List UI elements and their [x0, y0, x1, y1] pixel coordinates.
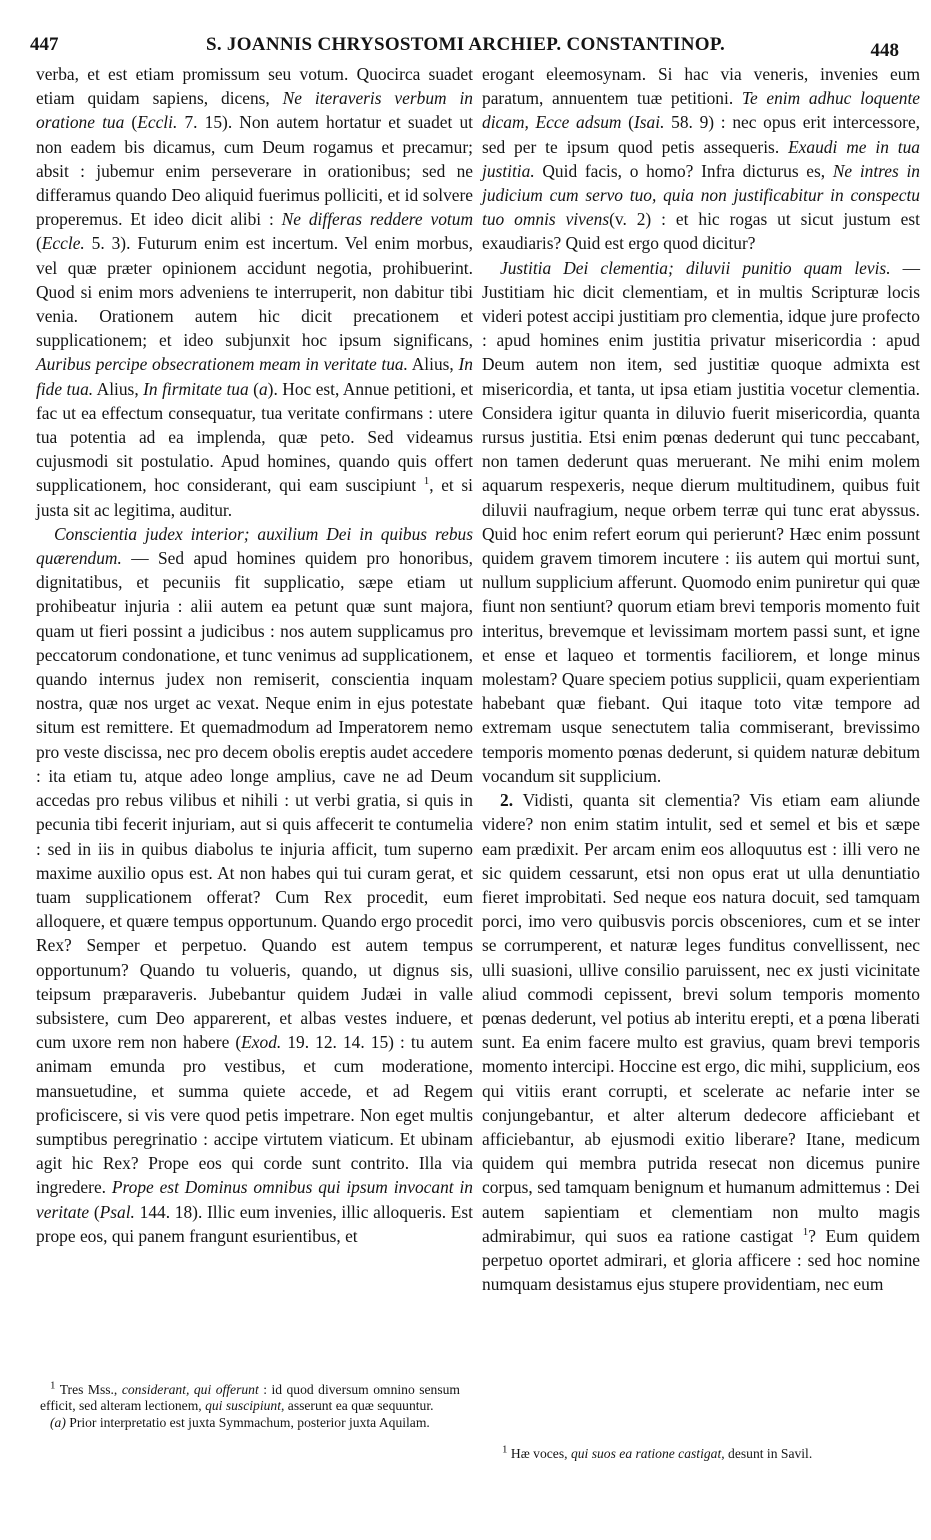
italic-text: Eccle.	[41, 233, 85, 254]
text-run: , desunt in Savil.	[721, 1446, 813, 1461]
italic-text: Ne iteraveris verbum in oratione tua	[36, 88, 473, 133]
text-run: (	[124, 112, 138, 133]
italic-text: Psal.	[99, 1201, 135, 1222]
italic-text: Eccli.	[137, 112, 178, 133]
text-run: erogant eleemosynam. Si hac via veneris, invenies eum paratum, annuentem tuæ petitioni.	[482, 64, 920, 109]
text-run: : id quod diversum omnino sensum efficit, sed alteram lectionem,	[40, 1382, 461, 1414]
text-run: Prior interpretatio est juxta Symmachum, posterior juxta Aquilam.	[65, 1415, 430, 1431]
italic-text: Justitia Dei clementia; diluvii punitio quam levis.	[500, 257, 891, 278]
paragraph	[482, 788, 920, 1296]
italic-text: Exaudi me in tua justitia.	[482, 136, 920, 181]
left-column	[36, 62, 473, 1248]
page-number-left: 447	[30, 34, 59, 55]
running-title: S. JOANNIS CHRYSOSTOMI ARCHIEP. CONSTANTINOP.	[205, 34, 726, 55]
text-run: (	[621, 112, 634, 133]
text-run: (	[248, 378, 259, 399]
text-run: — Justitiam hic dicit clementiam, et in multis Scripturæ locis videri potest accipi justitiam pro clementia, idque jure profecto : apud homines enim justitia privatur misericordia : apud Deum autem non item, sed justitiæ quoque admixta est misericordia, et tanta, ut ipsa etiam justitia vocetur clementia. Considera igitur quanta in diluvio fuerit misericordia, quanta rursus justitia. Etsi enim pœnas dederunt qui tunc peccabant, non tamen dederunt quas meruerant. Ne mihi enim molem aquarum respexeris, neque dierum multitudinem, quibus fuit diluvii naufragium, neque orbem terræ qui tunc erat abyssus. Quid hoc enim refert eorum qui perierunt? Hæc enim possunt quidem gravem timorem incutere : iis autem qui mortui sunt, nullum supplicium afferunt. Quomodo enim puniretur qui quæ fiunt non sentiunt? quorum etiam brevi temporis momento fuit interitus, brevemque et levissimam mortem passi sunt, et igne et ense et laqueo et tormentis faciliorem, et longe minus molestam? Quare speciem potius supplicii, quam experientiam habebant quæ fiebant. Qui itaque toto vitæ tempore ad extremam usque senectutem talia commiserant, brevissimo temporis momento pœnas dederunt, si quidem naturæ debitum vocandum sit supplicium.	[482, 257, 921, 786]
text-run: (v. 2) : et hic rogas ut sicut justum est exaudiaris? Quid est ergo quod dicitur?	[482, 209, 921, 254]
text-run: 5. 3). Futurum enim est incertum. Vel enim morbus, vel quæ præter opinionem accidunt negotia, prohibuerint. Quod si enim mors adveniens te interruperit, non dabitur tibi venia. Orationem autem hic dicit precationem et supplicationem; et ideo subjunxit hoc ipsum significans,	[36, 233, 473, 351]
footnotes-left	[40, 1379, 461, 1433]
text-run: Hæ voces,	[507, 1446, 571, 1461]
text-run: Alius,	[407, 354, 459, 375]
paragraph	[36, 522, 473, 1248]
text-run: verba, et est etiam promissum seu votum. Quocirca suadet etiam quidam sapiens, dicens,	[36, 64, 473, 109]
italic-text: Te enim adhuc loquente dicam, Ecce adsum	[482, 88, 920, 133]
text-run: 2.	[500, 790, 523, 811]
footnote	[492, 1443, 920, 1462]
italic-text: Ne intres in judicium cum servo tuo, quia non justificabitur in conspectu tuo omnis vivens	[482, 160, 920, 230]
footnote-marker: 1	[802, 1225, 809, 1238]
text-run: ? Eum quidem perpetuo oportet admirari, et gloria afficere : sed hoc nomine numquam desistamus ejus stupere providentiam, nec eum	[482, 1225, 920, 1295]
text-run: ). Hoc est, Annue petitioni, et fac ut ea effectum consequatur, tua veritate confirmans : utere tua potentia ad ea implenda, quæ peto. Sed videamus cujusmodi sit postulatio. Apud homines, quando quis offert supplicationem, hoc considerant, qui eam suscipiunt	[36, 378, 474, 496]
text-run: (	[36, 233, 42, 254]
text-run: Tres Mss.,	[55, 1382, 122, 1397]
text-run: 7. 15). Non autem hortatur et suadet ut non eadem bis dicamus, cum Deum rogamus et precamur; absit : jubemur enim perseverare in orationibus; sed ne differamus quando Deo aliquid fuerimus polliciti, et id solvere properemus. Et ideo dicit alibi :	[36, 112, 473, 230]
italic-text: Ne differas reddere votum	[281, 209, 474, 230]
italic-text: qui suscipiunt	[205, 1398, 281, 1414]
text-run: 19. 12. 14. 15) : tu autem animam emunda pro vestibus, et cum moderatione, mansuetudine, et summa quiete accede, et ad Regem proficiscere, si vis vere quod petis impetrare. Non eget multis sumptibus peregrinatio : accipe virtutem viaticum. Et ubinam agit hic Rex? Prope eos qui corde sunt contrito. Illa via ingredere.	[36, 1032, 473, 1198]
text-run: , asserunt ea quæ sequuntur.	[280, 1398, 434, 1414]
italic-text: In fide tua.	[36, 354, 473, 399]
text-run: Vidisti, quanta sit clementia? Vis etiam eam aliunde videre? non enim statim intulit, sed et semel et bis et sæpe eam prædixit. Per arcam enim eos alloquutus est : illi vero ne sic quidem cessarunt, etsi non opus erat ut ulla denuntiatio fieret improbitati. Sed neque eos natura docuit, sed tamquam porci, imo vero quibusvis porcis obsceniores, cum et se inter se corrumperent, et naturæ leges funditus convellissent, nec ulli suasioni, ullive consilio paruissent, nec ex justi vicinitate aliud commodi cepissent, brevi solum temporis momento pœnas dederunt, vel potius ab interitu erepti, et a pœna liberati sunt. Ea enim facere multo est gravius, quam brevi temporis momento intercipi. Hoccine est ergo, dic mihi, supplicium, eos qui vitiis erant corrupti, et scelerate ac nefarie inter se conjungebantur, et alter alterum dedecore afficiebant et afficiebantur, ab ejusmodi exitio liberare? Itane, medicum quidem qui membra putrida resecat non dicemus punire corpus, sed tamquam benignum et humanum admittemus : Dei autem sapientiam et clementiam non multo magis admirabimur, qui suos ea ratione castigat	[482, 790, 920, 1246]
footnote-marker: 1	[50, 1379, 56, 1392]
footnote-marker: 1	[502, 1443, 508, 1456]
text-run: Alius,	[93, 378, 144, 399]
footnote	[40, 1415, 460, 1431]
footnotes-right	[492, 1443, 920, 1463]
italic-text: In firmitate tua	[143, 378, 249, 399]
italic-text: Exod.	[241, 1032, 282, 1053]
italic-text: Auribus percipe obsecrationem meam in veritate tua.	[36, 354, 408, 375]
text-run: 58. 9) : nec opus erit intercessore, sed per te ipsum quod petis assequeris.	[482, 112, 921, 157]
text-run: (	[89, 1201, 100, 1222]
footnote	[40, 1379, 461, 1414]
paragraph	[482, 256, 920, 788]
footnote-marker: 1	[423, 475, 430, 488]
text-run: Quid facis, o homo? Infra dicturus es,	[534, 160, 833, 181]
text-run: , et si justa sit ac legitima, auditur.	[36, 475, 473, 520]
italic-text: (a)	[50, 1415, 66, 1431]
text-run: — Sed apud homines quidem pro honoribus, dignitatibus, et pecuniis fit supplicatio, sæpe etiam ut prohibeatur injuria : alii autem ea petunt quæ sunt majora, quam ut fieri possint a judicibus : nos autem supplicamus pro peccatorum condonatione, et tunc venimus ad supplicationem, quando internus judex non remiserit, conscientia inquam nostra, quæ nos urget ac vexat. Neque enim in ejus potestate situm est remittere. Et quemadmodum ad Imperatorem nemo pro veste discissa, nec pro decem obolis ereptis audet accedere : ita etiam tu, atque adeo longe amplius, cave ne ad Deum accedas pro rebus vilibus et nihili : ut verbi gratia, si quis in pecunia tibi fecerit injuriam, aut si quis affecerit te contumelia : sed in iis in quibus diabolus te injuria afficit, tum superno maxime auxilio opus est. At non habes qui tui curam gerat, et tuam supplicationem offerat? Cum Rex procedit, eum alloquere, et quære tempus opportunum. Quando ergo procedit Rex? Semper et perpetuo. Quando est autem tempus opportunum? Quando tu volueris, quando, ut dignus sis, teipsum præparaveris. Jubebantur quidem Judæi in valle subsistere, cum Deo apparerent, et albas vestes induere, et cum uxore rem non habere (	[36, 548, 473, 1053]
paragraph	[36, 62, 473, 522]
page-number-right: 448	[870, 40, 899, 61]
italic-text: Conscientia judex interior; auxilium Dei in quibus rebus quærendum.	[36, 523, 473, 569]
italic-text: Isai.	[633, 112, 665, 133]
text-run: 144. 18). Illic eum invenies, illic alloqueris. Est prope eos, qui panem frangunt esurientibus, et	[36, 1201, 474, 1246]
italic-text: Prope est Dominus omnibus qui ipsum invocant in veritate	[36, 1177, 474, 1222]
italic-text: qui suos ea ratione castigat	[570, 1446, 722, 1461]
italic-text: considerant, qui offerunt	[121, 1382, 259, 1397]
right-column	[482, 62, 920, 1296]
italic-text: a	[258, 378, 268, 399]
paragraph	[482, 62, 920, 256]
